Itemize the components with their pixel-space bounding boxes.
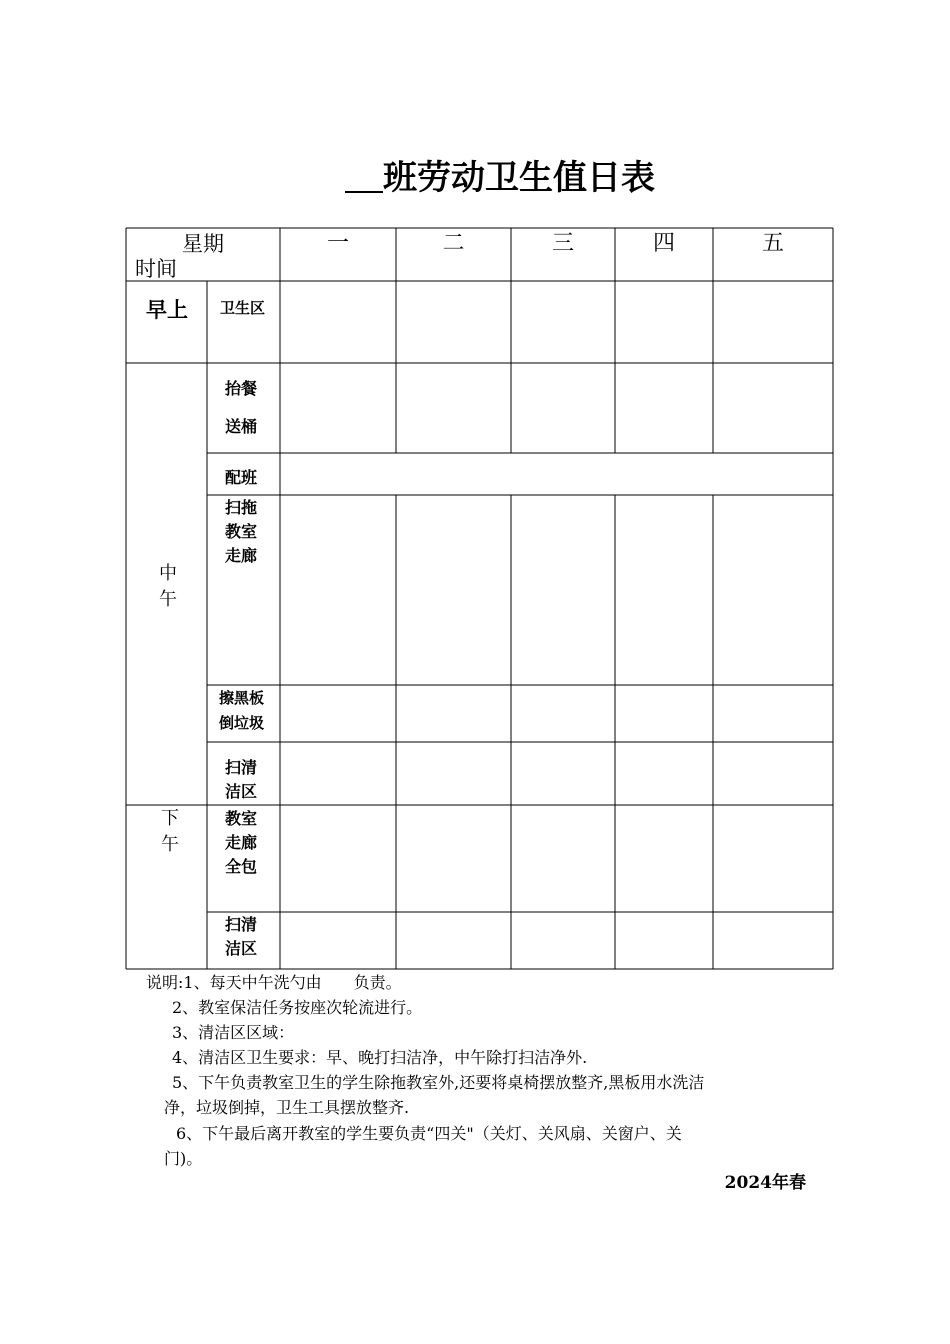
task-sweep-2: 教室 [225,522,258,541]
day-header-tue: 二 [442,231,465,256]
note-6-line-1: 6、下午最后离开教室的学生要负责“四关"（关灯、关风扇、关窗户、关 [176,1124,682,1143]
note-3: 3、清洁区区域： [172,1023,295,1042]
task-meal-2: 送桶 [225,417,258,436]
task-clean-area-pm-1: 扫清 [225,915,258,934]
title-text: 班劳动卫生值日表 [383,158,655,198]
note-6-line-2: 门)。 [164,1149,203,1168]
task-sweep-1: 扫拖 [225,498,258,517]
day-header-wed: 三 [551,231,574,256]
task-clean-area-pm-2: 洁区 [225,939,258,958]
header-time-label: 时间 [135,257,177,281]
period-afternoon-2: 午 [161,834,179,855]
term-label: 2024年春 [724,1173,806,1193]
period-noon-1: 中 [159,563,177,584]
note-5-line-2: 净，垃圾倒掉，卫生工具摆放整齐. [164,1098,410,1117]
task-clean-area-1: 扫清 [225,758,258,777]
task-hygiene-area: 卫生区 [220,299,266,317]
period-afternoon-1: 下 [161,808,179,829]
header-weekday-label: 星期 [182,232,224,256]
note-1: 说明:1、每天中午洗勺由 负责。 [146,973,402,992]
period-noon-2: 午 [159,589,177,610]
day-header-fri: 五 [761,231,784,256]
period-morning: 早上 [146,298,188,322]
task-room-3: 全包 [225,857,258,876]
task-clean-area-2: 洁区 [225,782,258,801]
task-room-1: 教室 [225,809,258,828]
note-5-line-1: 5、下午负责教室卫生的学生除拖教室外,还要将桌椅摆放整齐,黑板用水洗洁 [172,1073,705,1092]
note-4: 4、清洁区卫生要求：早、晚打扫洁净，中午除打扫洁净外. [172,1048,588,1067]
day-header-mon: 一 [326,231,349,256]
task-board-2: 倒垃圾 [219,714,265,732]
task-board-1: 擦黑板 [219,689,265,707]
task-sweep-3: 走廊 [225,546,258,565]
class-name-blank [345,161,383,193]
task-room-2: 走廊 [225,833,258,852]
day-header-thu: 四 [652,231,675,256]
task-assign: 配班 [225,468,258,487]
page-title [0,150,950,199]
note-2: 2、教室保洁任务按座次轮流进行。 [172,998,423,1017]
task-meal-1: 抬餐 [225,379,258,398]
